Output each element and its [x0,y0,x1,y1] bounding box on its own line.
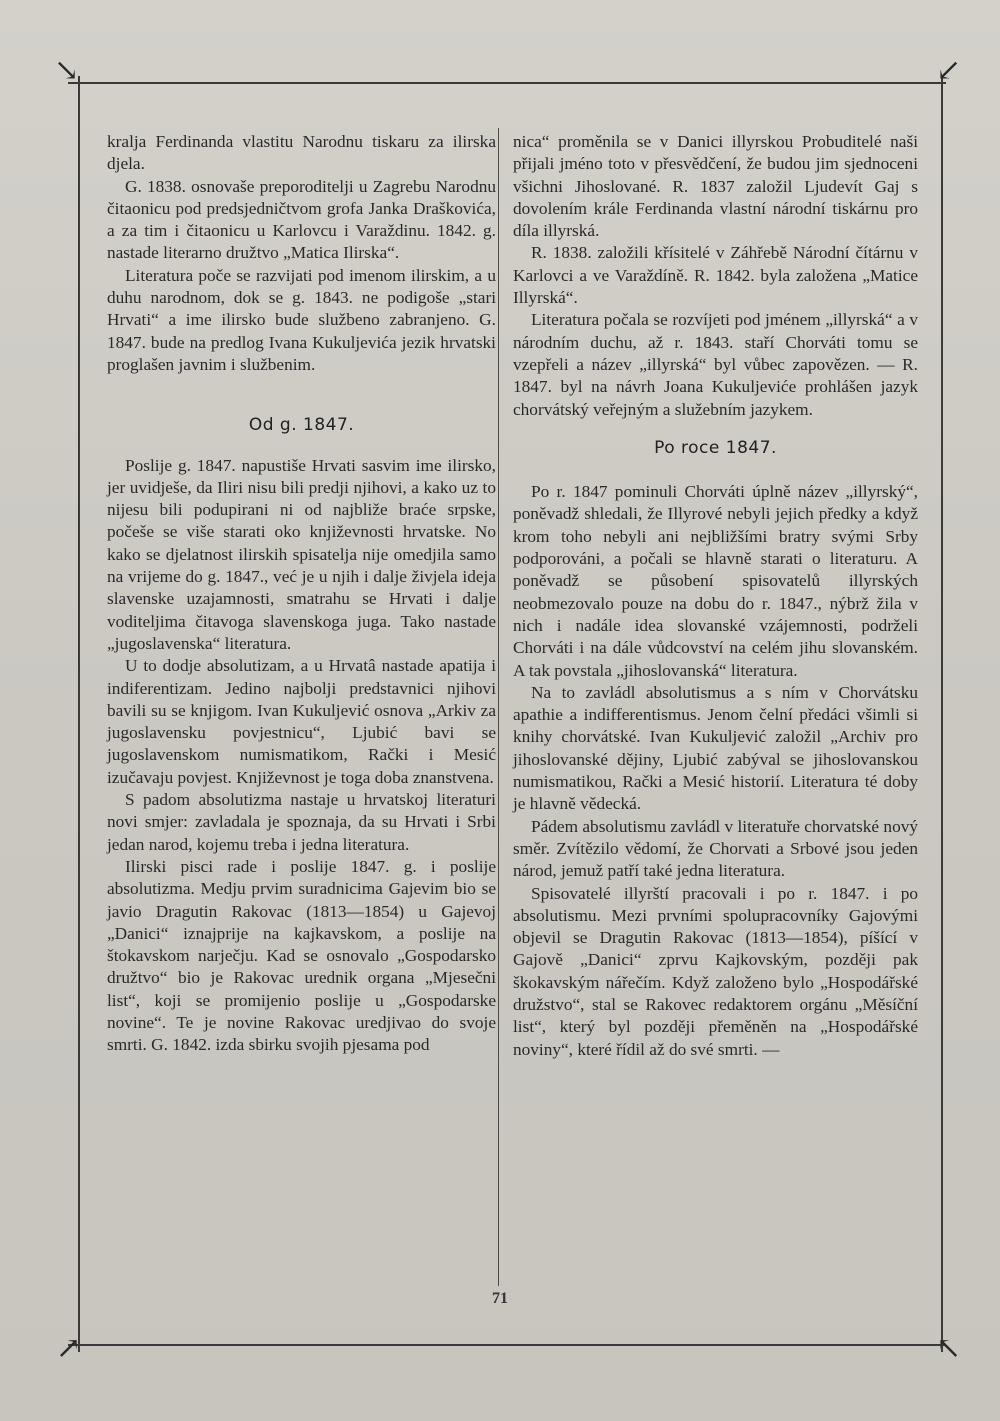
paragraph: U to dodje absolutizam, a u Hrvatâ nastade apatija i indiferentizam. Jedino najbolji predstavnici njihovi bavili su se knjigom. Ivan Kukuljević osnova „Arkiv za jugoslavensku povjestnicu“, Ljubić bavi se jugoslavenskom numismatikom, Rački i Mesić izučavaju povjest. Književnost je toga doba znanstvena. [107,656,496,787]
frame-left-border [78,76,80,1352]
left-column [107,131,496,1057]
paragraph: kralja Ferdinanda vlastitu Narodnu tiskaru za ilirska djela. [107,132,496,174]
paragraph: Spisovatelé illyrští pracovali i po r. 1847. i po absolutismu. Mezi prvními spolupracovníky Gajovými objevil se Dragutin Rakovac (1813—1854), píšící v Gajově „Danici“ zprvu Kajkovským, později pak škokavským nářečím. Když založeno bylo „Hospodářské družstvo“, stal se Rakovec redaktorem orgánu „Měsíční list“, který byl později přeměněn na „Hospodářské noviny“, které řídil až do své smrti. — [513,883,918,1059]
frame-bottom-border [68,1344,946,1346]
paragraph: Na to zavládl absolutismus a s ním v Chorvátsku apathie a indifferentismus. Jenom čelní předáci všimli si knihy chorvátské. Ivan Kukuljević založil „Archiv pro jihoslovanské dějiny, Ljubić zabýval se jihoslovanskou numismatikou, Rački a Mesić historií. Literatura té doby je hlavně vědecká. [513,682,918,814]
paragraph: Pádem absolutismu zavládl v literatuře chorvatské nový směr. Zvítězilo vědomí, že Chorvati a Srbové jsou jeden národ, jemuž patří také jedna literatura. [513,816,918,881]
paragraph: Ilirski pisci rade i poslije 1847. g. i poslije absolutizma. Medju prvim suradnicima Gajevim bio se javio Dragutin Rakovac (1813—1854) u Gajevoj „Danici“ iznajprije na kajkavskom, a poslije na štokavskom narječju. Kad se osnovalo „Gospodarsko družtvo“ bio je Rakovac urednik organa „Mjesečni list“, koji se promijenio poslije u „Gospodarske novine“. Te je novine Rakovac uredjivao do svoje smrti. G. 1842. izda sbirku svojih pjesama pod [107,856,496,1055]
corner-ornament-icon: ↖ [936,1332,962,1365]
corner-ornament-icon: ↙ [936,54,962,87]
corner-ornament-icon: ↗ [56,1332,82,1365]
paragraph: Po r. 1847 pominuli Chorváti úplně název „illyrský“, poněvadž shledali, že Illyrové nebyli jejich předky a když krom toho nebyli ani nejbližšími bratry svými Srby podporováni, a počali se hlavně starati o literaturu. A poněvadž se působení spisovatelů illyrských neobmezovalo pouze na dobu do r. 1847., nýbrž žila v nich i nadále idea slovanské vzájemnosti, podrželi Chorváti i na dále vůdcovství na celém jihu slovanském. A tak povstala „jihoslovanská“ literatura. [513,482,918,680]
paragraph: R. 1838. založili křísitelé v Záhřebě Národní čítárnu v Karlovci a ve Varaždíně. R. 1842. byla založena „Matice Illyrská“. [513,243,918,308]
paragraph: G. 1838. osnovaše preporoditelji u Zagrebu Narodnu čitaonicu pod predsjedničtvom grofa Janka Draškovića, a za tim i čitaonicu u Karlovcu i Varaždinu. 1842. g. nastade literarno družtvo „Matica Ilirska“. [107,176,496,263]
page-number: 71 [492,1290,508,1307]
corner-ornament-icon: ↘ [54,54,80,87]
paragraph: Poslije g. 1847. napustiše Hrvati sasvim ime ilirsko, jer uvidješe, da Iliri nisu bili predji njihovi, a kako uz to nijesu bili podupirani ni od najbliže braće srpske, počeše se više starati oko književnosti hrvatske. No kako se djelatnost ilirskih spisatelja nije omedjila samo na vrijeme do g. 1847., već je u njih i dalje živjela ideja slavenske uzajamnosti, smatrahu se Hrvati i dalje voditeljima čitavoga slavenskoga juga. Tako nastade „jugoslavenska“ literatura. [107,455,496,653]
right-column [513,131,918,1061]
frame-right-border [941,76,943,1352]
paragraph: Literatura poče se razvijati pod imenom ilirskim, a u duhu narodnom, dok se g. 1843. ne podigoše „stari Hrvati“ a ime ilirsko bude službeno zabranjeno. G. 1847. bude na predlog Ivana Kukuljevića jezik hrvatski proglašen javnim i službenim. [107,265,496,374]
paragraph: nica“ proměnila se v Danici illyrskou Probuditelé naši přijali jméno toto v přesvědčení, že budou jim sjednoceni všichni Jihoslované. R. 1837 založil Ljudevít Gaj s dovolením krále Ferdinanda vlastní národní tiskárnu pro díla illyrská. [513,132,918,241]
column-divider [498,128,499,1286]
paragraph: Literatura počala se rozvíjeti pod jménem „illyrská“ a v národním duchu, až r. 1843. staří Chorváti tomu se vzepřeli a název „illyrská“ byl vůbec zapovězen. — R. 1847. byl na návrh Joana Kukuljeviće prohlášen jazyk chorvátský veřejným a služebním jazykem. [513,310,918,419]
paragraph: S padom absolutizma nastaje u hrvatskoj literaturi novi smjer: zavladala je spoznaja, da su Hrvati i Srbi jedan narod, kojemu treba i jedna literatura. [107,790,496,854]
frame-top-border [68,82,946,84]
section-heading: Od g. 1847. [248,415,355,436]
section-heading: Po roce 1847. [654,437,777,458]
